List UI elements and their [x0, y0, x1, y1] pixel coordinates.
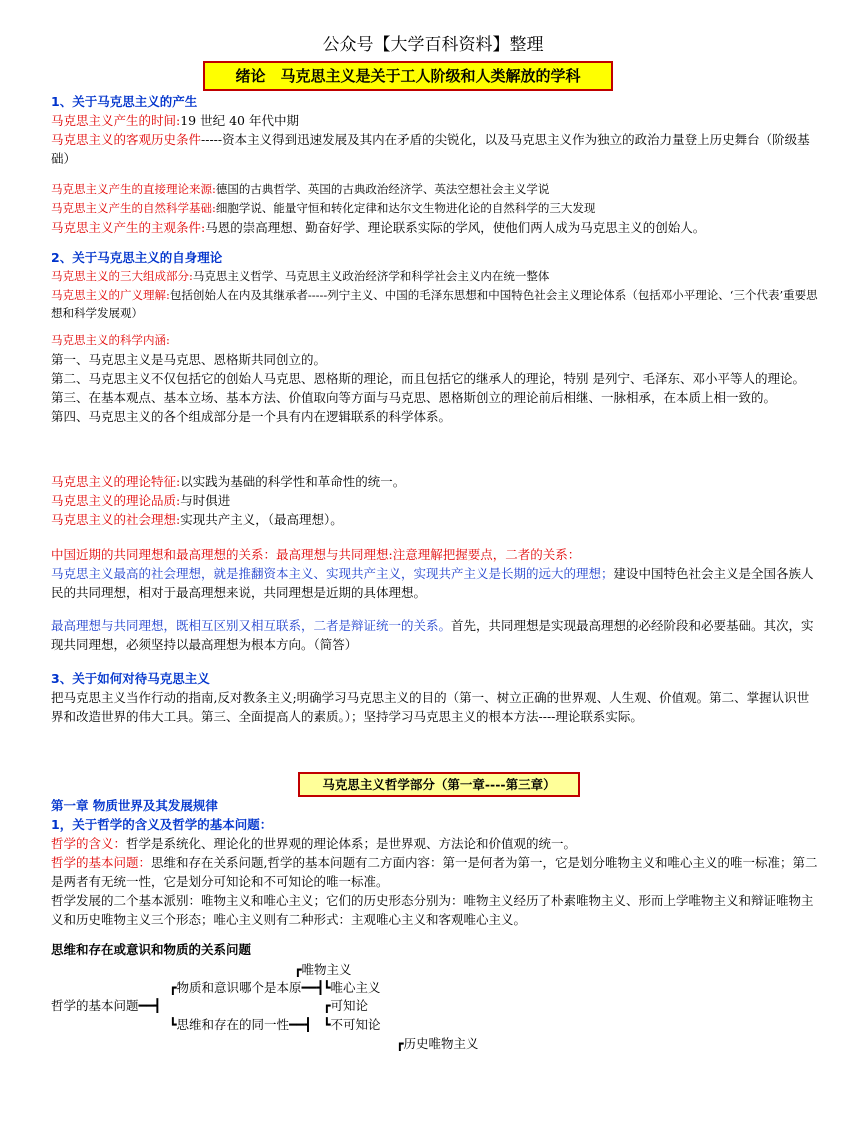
three-components: 马克思主义的三大组成部分:马克思主义哲学、马克思主义政治经济学和科学社会主义内在统一整体 [51, 269, 550, 283]
meaning-point-3: 第三、在基本观点、基本立场、基本方法、价值取向等方面与马克思、恩格斯创立的理论前后相继、一脉相承，在本质上相一致的。 [51, 390, 777, 405]
theory-traits [51, 472, 821, 529]
broad-understanding: 马克思主义的广义理解:包括创始人在内及其继承者-----列宁主义、中国的毛泽东思想和中国特色社会主义理论体系（包括邓小平理论、‘三个代表’重要思想和科学发展观） [51, 288, 818, 320]
philosophy-schools: 哲学发展的二个基本派别：唯物主义和唯心主义；它们的历史形态分别为：唯物主义经历了朴素唯物主义、形而上学唯物主义和辩证唯物主义和历史唯物主义三个形态；唯心主义则有二种形式：主观唯心主义和客观唯心主义。 [51, 893, 814, 927]
theory-feature: 马克思主义的理论特征:以实践为基础的科学性和革命性的统一。 [51, 474, 406, 489]
meaning-point-2: 第二、马克思主义不仅包括它的创始人马克思、恩格斯的理论，而且包括它的继承人的理论，特别 是列宁、毛泽东、邓小平等人的理论。 [51, 371, 805, 386]
relation-line: 中国近期的共同理想和最高理想的关系：最高理想与共同理想:注意理解把握要点，二者的关系： [51, 547, 581, 562]
tree-leaf-knowable: ┏可知论 [323, 998, 369, 1013]
origin-time: 马克思主义产生的时间:19 世纪 40 年代中期 [51, 113, 299, 128]
subjective-conditions: 马克思主义产生的主观条件:马恩的崇高理想、勤奋好学、理论联系实际的学风，使他们两人成为马克思主义的创始人。 [51, 220, 706, 235]
section-1 [51, 92, 821, 168]
historical-conditions: 马克思主义的客观历史条件-----资本主义得到迅速发展及其内在矛盾的尖锐化，以及马克思主义作为独立的政治力量登上历史舞台（阶级基础） [51, 132, 810, 166]
intro-title-box: 绪论 马克思主义是关于工人阶级和人类解放的学科 [203, 61, 613, 91]
basic-question-tree [51, 958, 751, 1068]
unity-body: 最高理想与共同理想，既相互区别又相互联系，二者是辩证统一的关系。首先，共同理想是实现最高理想的必经阶段和必要基础。其次，实现共同理想，必须坚持以最高理想为根本方向。（简答） [51, 618, 814, 652]
section-3-heading: 3、关于如何对待马克思主义 [51, 671, 210, 686]
tree-leaf-idealism: ┗唯心主义 [323, 980, 381, 995]
section-2-heading: 2、关于马克思主义的自身理论 [51, 250, 223, 265]
philosophy-basic-question: 哲学的基本问题：思维和存在关系问题,哲学的基本问题有二方面内容：第一是何者为第一，它是划分唯物主义和唯心主义的唯一标准；第二是两者有无统一性，它是划分可知论和不可知论的唯一标准。 [51, 855, 818, 889]
philosophy-part-title: 马克思主义哲学部分（第一章----第三章） [298, 772, 580, 797]
meaning-point-1: 第一、马克思主义是马克思、恩格斯共同创立的。 [51, 352, 327, 367]
tree-branch-identity: ┗思维和存在的同一性━━┫ [169, 1017, 312, 1032]
social-ideal: 马克思主义的社会理想:实现共产主义，（最高理想）。 [51, 512, 343, 527]
tree-leaf-historical-materialism: ┏历史唯物主义 [396, 1036, 479, 1051]
tree-branch-origin: ┏物质和意识哪个是本原━━┫ [169, 980, 325, 995]
diagram-title: 思维和存在或意识和物质的关系问题 [51, 942, 252, 957]
philosophy-definition: 哲学的含义：哲学是系统化、理论化的世界观的理论体系；是世界观、方法论和价值观的统一。 [51, 836, 577, 851]
scientific-meaning [51, 331, 821, 426]
science-basis: 马克思主义产生的自然科学基础:细胞学说、能量守恒和转化定律和达尔文生物进化论的自然科学的三大发现 [51, 201, 596, 215]
section-1-heading: 1、关于马克思主义的产生 [51, 94, 198, 109]
tree-leaf-unknowable: ┗不可知论 [323, 1017, 381, 1032]
section-3 [51, 669, 821, 726]
section-2 [51, 248, 821, 322]
chapter-1-heading: 第一章 物质世界及其发展规律 [51, 798, 218, 813]
ideals-relation [51, 545, 821, 602]
relation-body: 马克思主义最高的社会理想，就是推翻资本主义、实现共产主义，实现共产主义是长期的远大的理想；建设中国特色社会主义是全国各族人民的共同理想，相对于最高理想来说，共同理想是近期的具体理想。 [51, 566, 814, 600]
theory-quality: 马克思主义的理论品质:与时俱进 [51, 493, 231, 508]
diagram-title-wrap [51, 940, 821, 959]
section-1-sources [51, 180, 821, 237]
section-3-body: 把马克思主义当作行动的指南,反对教条主义;明确学习马克思主义的目的（第一、树立正确的世界观、人生观、价值观。第二、掌握认识世界和改造世界的伟大工具。第三、全面提高人的素质。）；坚持学习马克思主义的根本方法----理论联系实际。 [51, 690, 810, 724]
meaning-point-4: 第四、马克思主义的各个组成部分是一个具有内在逻辑联系的科学体系。 [51, 409, 452, 424]
tree-leaf-materialism: ┏唯物主义 [294, 962, 352, 977]
meaning-label: 马克思主义的科学内涵: [51, 333, 170, 347]
chapter-1-subheading: 1，关于哲学的含义及哲学的基本问题： [51, 817, 273, 832]
theory-source: 马克思主义产生的直接理论来源:德国的古典哲学、英国的古典政治经济学、英法空想社会主义学说 [51, 182, 550, 196]
page-header: 公众号【大学百科资料】整理 [322, 35, 544, 55]
chapter-1 [51, 796, 821, 929]
tree-root: 哲学的基本问题━━┫ [51, 998, 162, 1013]
ideals-unity [51, 616, 821, 654]
